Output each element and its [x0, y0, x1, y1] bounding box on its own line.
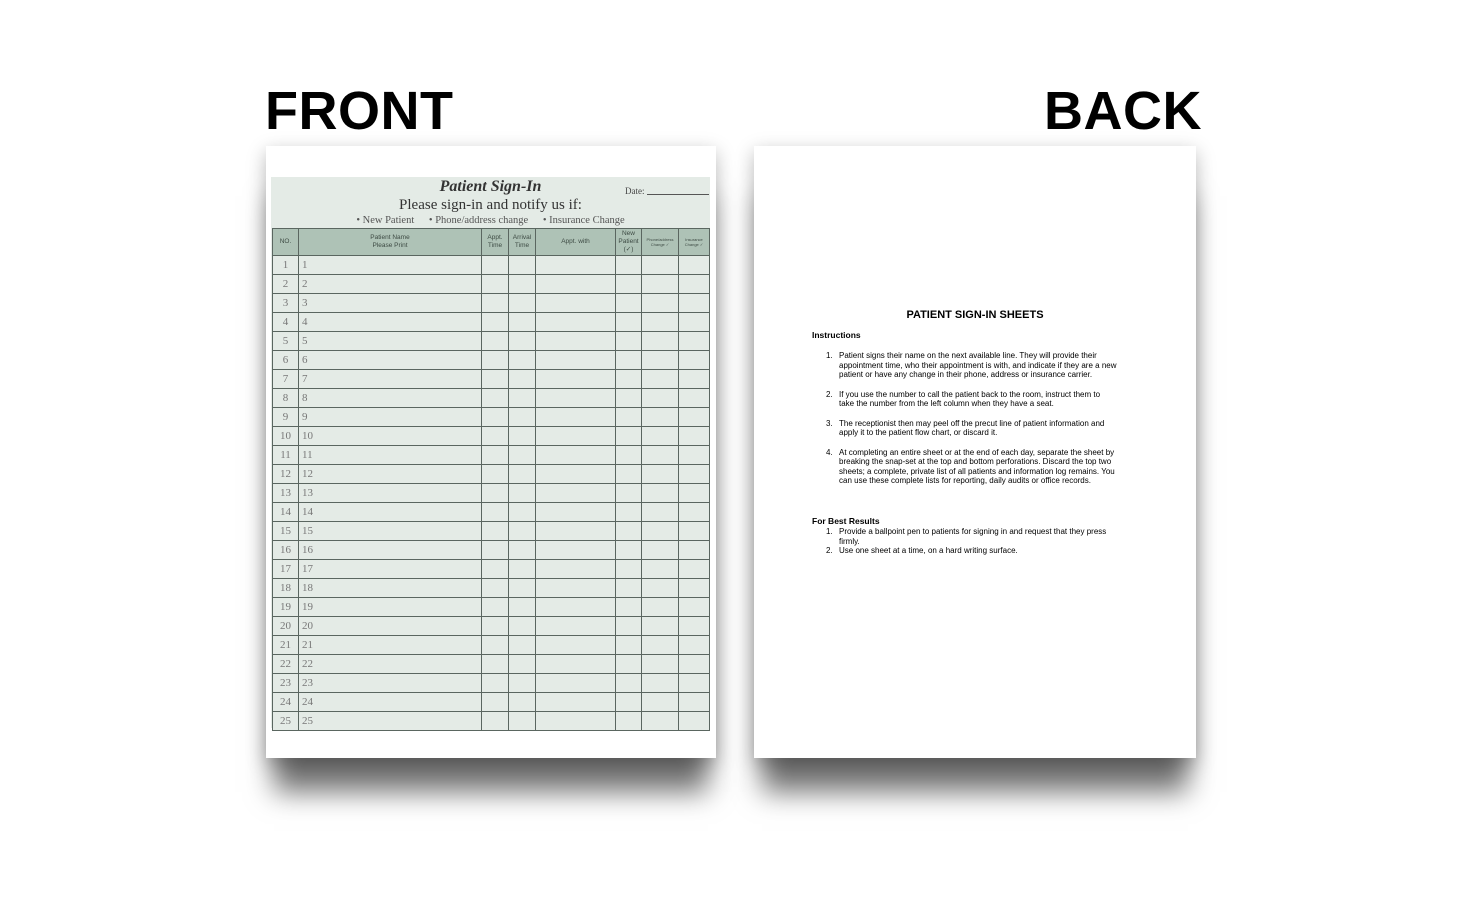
front-heading: FRONT — [265, 81, 454, 141]
patient-name-cell: 4 — [299, 313, 482, 332]
patient-name-cell: 14 — [299, 503, 482, 522]
arrival-time-cell — [509, 351, 536, 370]
table-row — [273, 256, 710, 275]
new-patient-cell — [616, 427, 642, 446]
appt-time-cell — [482, 332, 509, 351]
row-number: 2 — [273, 275, 299, 294]
appt-time-cell — [482, 636, 509, 655]
phone-change-cell — [642, 712, 679, 731]
patient-name-cell: 21 — [299, 636, 482, 655]
insurance-change-cell — [679, 332, 710, 351]
patient-name-cell: 6 — [299, 351, 482, 370]
patient-name-cell: 7 — [299, 370, 482, 389]
row-number: 9 — [273, 408, 299, 427]
insurance-change-cell — [679, 617, 710, 636]
table-header — [273, 229, 710, 256]
insurance-change-cell — [679, 389, 710, 408]
new-patient-cell — [616, 579, 642, 598]
insurance-change-cell — [679, 313, 710, 332]
new-patient-cell — [616, 351, 642, 370]
instructions-list — [812, 351, 1117, 496]
phone-change-cell — [642, 655, 679, 674]
new-patient-cell — [616, 674, 642, 693]
new-patient-cell — [616, 712, 642, 731]
appt-with-cell — [536, 655, 616, 674]
table-row — [273, 674, 710, 693]
appt-time-cell — [482, 674, 509, 693]
patient-name-cell: 2 — [299, 275, 482, 294]
appt-with-cell — [536, 560, 616, 579]
patient-name-cell: 17 — [299, 560, 482, 579]
arrival-time-cell — [509, 313, 536, 332]
row-number: 6 — [273, 351, 299, 370]
patient-name-cell: 10 — [299, 427, 482, 446]
instruction-item: 3. The receptionist then may peel off the precut line of patient information and apply it to the patient flow chart, or discard it. — [826, 418, 1105, 437]
table-row — [273, 351, 710, 370]
phone-change-cell — [642, 351, 679, 370]
arrival-time-cell — [509, 598, 536, 617]
col-no: NO. — [273, 229, 299, 256]
patient-name-cell: 16 — [299, 541, 482, 560]
front-sheet — [266, 146, 716, 758]
phone-change-cell — [642, 275, 679, 294]
table-row — [273, 484, 710, 503]
new-patient-cell — [616, 541, 642, 560]
patient-name-cell: 18 — [299, 579, 482, 598]
new-patient-cell — [616, 617, 642, 636]
new-patient-cell — [616, 484, 642, 503]
insurance-change-cell — [679, 427, 710, 446]
new-patient-cell — [616, 598, 642, 617]
insurance-change-cell — [679, 579, 710, 598]
new-patient-cell — [616, 522, 642, 541]
row-number: 23 — [273, 674, 299, 693]
row-number: 13 — [273, 484, 299, 503]
arrival-time-cell — [509, 370, 536, 389]
row-number: 8 — [273, 389, 299, 408]
row-number: 22 — [273, 655, 299, 674]
appt-time-cell — [482, 560, 509, 579]
phone-change-cell — [642, 503, 679, 522]
patient-name-cell: 13 — [299, 484, 482, 503]
phone-change-cell — [642, 389, 679, 408]
row-number: 25 — [273, 712, 299, 731]
table-row — [273, 427, 710, 446]
insurance-change-cell — [679, 256, 710, 275]
arrival-time-cell — [509, 636, 536, 655]
bullet-insurance-change: • Insurance Change — [542, 215, 625, 226]
phone-change-cell — [642, 522, 679, 541]
appt-with-cell — [536, 294, 616, 313]
phone-change-cell — [642, 465, 679, 484]
appt-with-cell — [536, 446, 616, 465]
row-number: 5 — [273, 332, 299, 351]
appt-time-cell — [482, 275, 509, 294]
insurance-change-cell — [679, 693, 710, 712]
insurance-change-cell — [679, 351, 710, 370]
phone-change-cell — [642, 313, 679, 332]
notify-bullets — [271, 215, 710, 226]
appt-with-cell — [536, 598, 616, 617]
arrival-time-cell — [509, 427, 536, 446]
table-row — [273, 560, 710, 579]
patient-name-cell: 20 — [299, 617, 482, 636]
table-row — [273, 693, 710, 712]
arrival-time-cell — [509, 541, 536, 560]
appt-with-cell — [536, 712, 616, 731]
phone-change-cell — [642, 427, 679, 446]
patient-name-cell: 25 — [299, 712, 482, 731]
appt-with-cell — [536, 541, 616, 560]
table-body — [273, 256, 710, 731]
row-number: 24 — [273, 693, 299, 712]
new-patient-cell — [616, 370, 642, 389]
insurance-change-cell — [679, 655, 710, 674]
appt-time-cell — [482, 313, 509, 332]
table-row — [273, 503, 710, 522]
new-patient-cell — [616, 636, 642, 655]
appt-with-cell — [536, 484, 616, 503]
sign-in-table — [272, 228, 710, 731]
new-patient-cell — [616, 294, 642, 313]
form-subtitle: Please sign-in and notify us if: — [399, 197, 582, 213]
col-phone-change: Phone/address Change ✓ — [642, 229, 679, 256]
appt-time-cell — [482, 541, 509, 560]
appt-time-cell — [482, 389, 509, 408]
col-arrival-time: Arrival Time — [509, 229, 536, 256]
arrival-time-cell — [509, 579, 536, 598]
arrival-time-cell — [509, 465, 536, 484]
new-patient-cell — [616, 465, 642, 484]
phone-change-cell — [642, 541, 679, 560]
arrival-time-cell — [509, 256, 536, 275]
phone-change-cell — [642, 256, 679, 275]
appt-time-cell — [482, 655, 509, 674]
insurance-change-cell — [679, 370, 710, 389]
appt-with-cell — [536, 674, 616, 693]
new-patient-cell — [616, 655, 642, 674]
date-label: Date: — [625, 186, 645, 196]
table-row — [273, 636, 710, 655]
appt-with-cell — [536, 522, 616, 541]
appt-with-cell — [536, 408, 616, 427]
appt-time-cell — [482, 427, 509, 446]
instruction-item: 2. If you use the number to call the patient back to the room, instruct them to take the number from the left column when they have a seat. — [826, 389, 1101, 408]
row-number: 11 — [273, 446, 299, 465]
new-patient-cell — [616, 693, 642, 712]
row-number: 7 — [273, 370, 299, 389]
phone-change-cell — [642, 617, 679, 636]
appt-time-cell — [482, 465, 509, 484]
table-row — [273, 541, 710, 560]
row-number: 1 — [273, 256, 299, 275]
appt-time-cell — [482, 712, 509, 731]
col-insurance-change: Insurance Change ✓ — [679, 229, 710, 256]
table-row — [273, 408, 710, 427]
table-row — [273, 446, 710, 465]
appt-time-cell — [482, 503, 509, 522]
insurance-change-cell — [679, 674, 710, 693]
row-number: 21 — [273, 636, 299, 655]
col-new-patient: New Patient (✓) — [616, 229, 642, 256]
instructions-heading: Instructions — [812, 330, 861, 340]
arrival-time-cell — [509, 522, 536, 541]
row-number: 19 — [273, 598, 299, 617]
best-results-list — [812, 527, 1117, 556]
table-row — [273, 617, 710, 636]
insurance-change-cell — [679, 712, 710, 731]
instruction-item: 1. Patient signs their name on the next available line. They will provide their appointment time, who their appointment is with, and indicate if they are a new patient or have any change in their phone, address or insurance carrier. — [826, 351, 1117, 379]
new-patient-cell — [616, 256, 642, 275]
arrival-time-cell — [509, 446, 536, 465]
appt-with-cell — [536, 503, 616, 522]
col-patient-name: Patient Name Please Print — [299, 229, 482, 256]
phone-change-cell — [642, 579, 679, 598]
table-row — [273, 522, 710, 541]
row-number: 17 — [273, 560, 299, 579]
phone-change-cell — [642, 294, 679, 313]
arrival-time-cell — [509, 332, 536, 351]
table-row — [273, 655, 710, 674]
appt-time-cell — [482, 351, 509, 370]
insurance-change-cell — [679, 522, 710, 541]
row-number: 12 — [273, 465, 299, 484]
phone-change-cell — [642, 598, 679, 617]
phone-change-cell — [642, 693, 679, 712]
new-patient-cell — [616, 446, 642, 465]
phone-change-cell — [642, 636, 679, 655]
table-row — [273, 313, 710, 332]
appt-with-cell — [536, 256, 616, 275]
insurance-change-cell — [679, 484, 710, 503]
patient-name-cell: 15 — [299, 522, 482, 541]
table-row — [273, 389, 710, 408]
insurance-change-cell — [679, 465, 710, 484]
row-number: 3 — [273, 294, 299, 313]
patient-name-cell: 12 — [299, 465, 482, 484]
back-heading: BACK — [1044, 81, 1202, 141]
patient-name-cell: 8 — [299, 389, 482, 408]
appt-time-cell — [482, 294, 509, 313]
new-patient-cell — [616, 389, 642, 408]
table-row — [273, 275, 710, 294]
arrival-time-cell — [509, 389, 536, 408]
insurance-change-cell — [679, 636, 710, 655]
appt-with-cell — [536, 636, 616, 655]
appt-with-cell — [536, 693, 616, 712]
patient-name-cell: 24 — [299, 693, 482, 712]
row-number: 10 — [273, 427, 299, 446]
new-patient-cell — [616, 408, 642, 427]
phone-change-cell — [642, 446, 679, 465]
appt-with-cell — [536, 579, 616, 598]
insurance-change-cell — [679, 503, 710, 522]
table-row — [273, 712, 710, 731]
best-results-heading: For Best Results — [812, 516, 880, 526]
form-title: Patient Sign-In — [439, 178, 542, 195]
table-row — [273, 332, 710, 351]
bullet-phone-change: • Phone/address change — [428, 215, 529, 226]
patient-name-cell: 5 — [299, 332, 482, 351]
appt-with-cell — [536, 313, 616, 332]
insurance-change-cell — [679, 408, 710, 427]
new-patient-cell — [616, 503, 642, 522]
appt-time-cell — [482, 579, 509, 598]
row-number: 16 — [273, 541, 299, 560]
appt-time-cell — [482, 408, 509, 427]
appt-time-cell — [482, 522, 509, 541]
table-row — [273, 598, 710, 617]
arrival-time-cell — [509, 712, 536, 731]
new-patient-cell — [616, 332, 642, 351]
appt-time-cell — [482, 370, 509, 389]
col-appt-time: Appt. Time — [482, 229, 509, 256]
patient-name-cell: 3 — [299, 294, 482, 313]
instruction-item: 4. At completing an entire sheet or at the end of each day, separate the sheet by breaking the snap-set at the top and bottom perforations. Discard the top two sheets; a complete, private list of all patients and information log remains. You can use these complete lists for reporting, daily audits or office records. — [826, 447, 1115, 485]
arrival-time-cell — [509, 655, 536, 674]
new-patient-cell — [616, 560, 642, 579]
arrival-time-cell — [509, 408, 536, 427]
arrival-time-cell — [509, 275, 536, 294]
appt-with-cell — [536, 370, 616, 389]
new-patient-cell — [616, 275, 642, 294]
insurance-change-cell — [679, 598, 710, 617]
phone-change-cell — [642, 484, 679, 503]
back-sheet — [754, 146, 1196, 758]
patient-name-cell: 23 — [299, 674, 482, 693]
row-number: 18 — [273, 579, 299, 598]
table-row — [273, 579, 710, 598]
row-number: 4 — [273, 313, 299, 332]
phone-change-cell — [642, 560, 679, 579]
insurance-change-cell — [679, 541, 710, 560]
sign-in-form — [271, 177, 710, 728]
appt-with-cell — [536, 275, 616, 294]
appt-with-cell — [536, 427, 616, 446]
insurance-change-cell — [679, 560, 710, 579]
back-title: PATIENT SIGN-IN SHEETS — [906, 309, 1044, 321]
row-number: 15 — [273, 522, 299, 541]
insurance-change-cell — [679, 275, 710, 294]
insurance-change-cell — [679, 446, 710, 465]
table-row — [273, 465, 710, 484]
appt-with-cell — [536, 389, 616, 408]
appt-time-cell — [482, 484, 509, 503]
row-number: 20 — [273, 617, 299, 636]
patient-name-cell: 19 — [299, 598, 482, 617]
phone-change-cell — [642, 408, 679, 427]
col-appt-with: Appt. with — [536, 229, 616, 256]
bullet-new-patient: • New Patient — [356, 215, 415, 226]
patient-name-cell: 1 — [299, 256, 482, 275]
table-row — [273, 294, 710, 313]
appt-time-cell — [482, 617, 509, 636]
appt-time-cell — [482, 598, 509, 617]
phone-change-cell — [642, 674, 679, 693]
date-line — [647, 194, 709, 195]
arrival-time-cell — [509, 484, 536, 503]
arrival-time-cell — [509, 693, 536, 712]
appt-with-cell — [536, 351, 616, 370]
insurance-change-cell — [679, 294, 710, 313]
phone-change-cell — [642, 332, 679, 351]
patient-name-cell: 9 — [299, 408, 482, 427]
table-row — [273, 370, 710, 389]
arrival-time-cell — [509, 617, 536, 636]
best-result-item: 1. Provide a ballpoint pen to patients for signing in and request that they press firmly. — [826, 527, 1107, 546]
arrival-time-cell — [509, 503, 536, 522]
appt-time-cell — [482, 693, 509, 712]
appt-with-cell — [536, 465, 616, 484]
row-number: 14 — [273, 503, 299, 522]
patient-name-cell: 22 — [299, 655, 482, 674]
arrival-time-cell — [509, 674, 536, 693]
appt-time-cell — [482, 446, 509, 465]
appt-with-cell — [536, 617, 616, 636]
patient-name-cell: 11 — [299, 446, 482, 465]
best-result-item: 2. Use one sheet at a time, on a hard writing surface. — [826, 546, 1018, 555]
new-patient-cell — [616, 313, 642, 332]
arrival-time-cell — [509, 560, 536, 579]
appt-time-cell — [482, 256, 509, 275]
appt-with-cell — [536, 332, 616, 351]
phone-change-cell — [642, 370, 679, 389]
arrival-time-cell — [509, 294, 536, 313]
